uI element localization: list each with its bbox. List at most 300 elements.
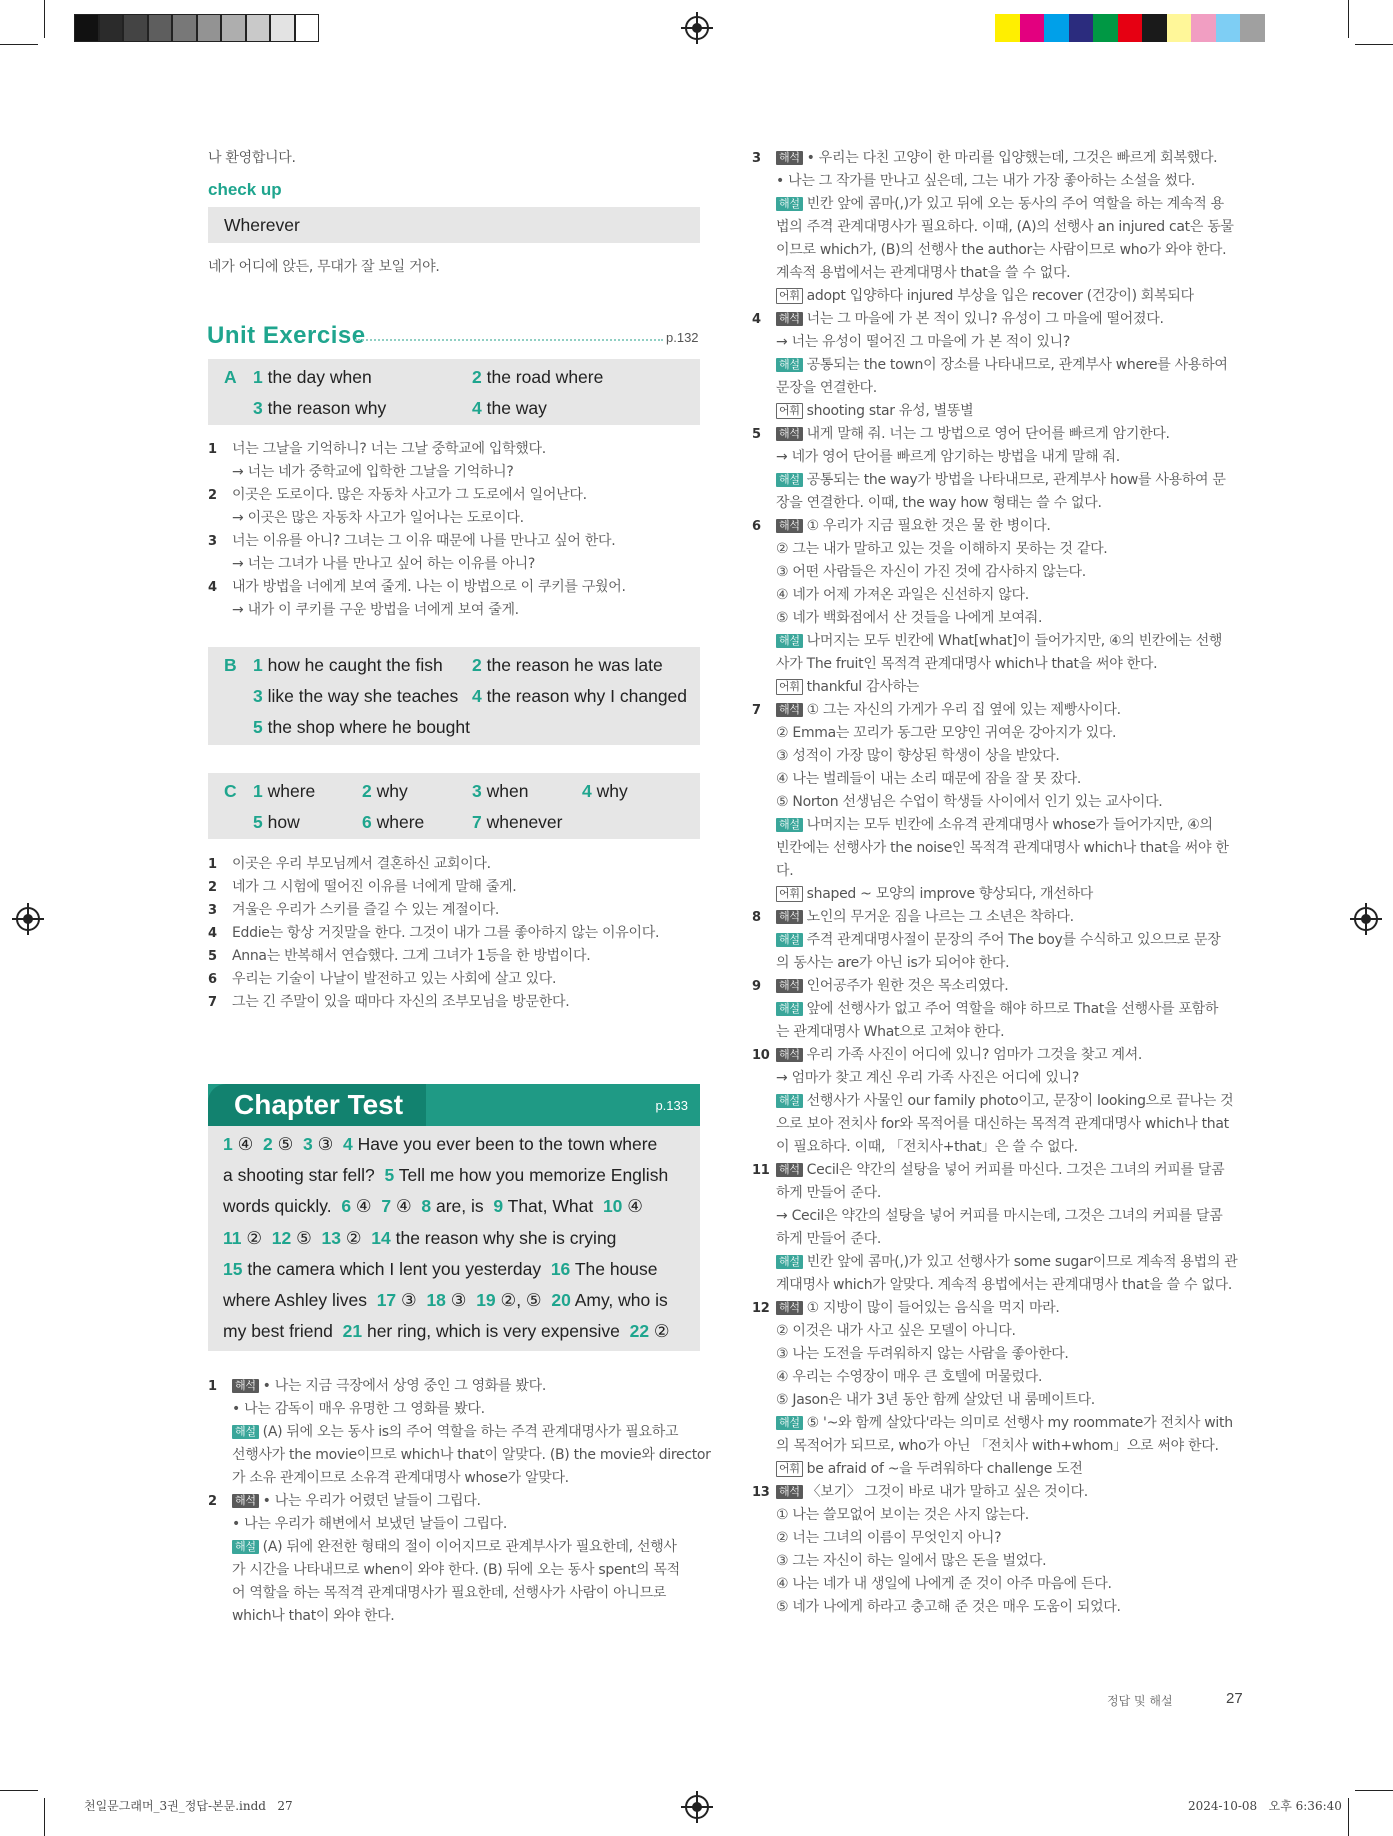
item-number: 7 <box>752 703 761 718</box>
gray-swatch <box>270 14 295 42</box>
answer-line <box>223 1134 657 1155</box>
line-text: 우리는 기술이 나날이 발전하고 있는 사회에 살고 있다. <box>232 971 557 987</box>
item-number: 2 <box>208 488 217 503</box>
label-tag: 해설 <box>776 1002 803 1016</box>
line-body <box>776 1297 1060 1320</box>
line-text: 어 역할을 하는 목적격 관계대명사가 필요한데, 선행사가 사람이 아니므로 <box>232 1585 667 1601</box>
chapter-test-answers <box>208 1126 700 1351</box>
line-body <box>232 461 514 484</box>
line-text: 나머지는 모두 빈칸에 소유격 관계대명사 whose가 들어가지만, ④의 <box>806 817 1213 833</box>
line-text: 사가 The fruit인 목적격 관계대명사 which나 that을 써야 한다. <box>776 656 1158 672</box>
registration-mark-icon <box>685 1795 709 1819</box>
label-tag: 해설 <box>776 634 803 648</box>
question-number: 16 <box>550 1258 571 1279</box>
line-body <box>232 1513 507 1536</box>
registration-mark-icon <box>685 16 709 40</box>
line-body <box>776 469 1226 492</box>
answer-text: ② <box>341 1227 372 1248</box>
line-body <box>776 354 1228 377</box>
line-body <box>776 1458 1083 1481</box>
question-number: 14 <box>371 1227 391 1248</box>
line-body <box>776 998 1218 1021</box>
line-text: → 너는 그녀가 나를 만나고 싶어 하는 이유를 아니? <box>232 556 536 572</box>
section-c-translations <box>208 853 700 1018</box>
answer-text: a shooting star fell? <box>223 1165 385 1186</box>
line-text: → 너는 유성이 떨어진 그 마을에 가 본 적이 있니? <box>776 334 1070 350</box>
line-text: 계속적 용법에서는 관계대명사 that을 쓸 수 없다. <box>776 265 1071 281</box>
item-number: 4 <box>472 398 482 418</box>
line-text: 겨울은 우리가 스키를 즐길 수 있는 계절이다. <box>232 902 500 918</box>
answer-item: the reason why <box>267 398 387 418</box>
line-text: ③ 어떤 사람들은 자신이 가진 것에 감사하지 않는다. <box>776 564 1086 580</box>
line-text: 주격 관계대명사절이 문장의 주어 The boy를 수식하고 있으므로 문장 <box>806 932 1221 948</box>
item-number: 6 <box>362 812 372 832</box>
line-text: 선행사가 the movie이므로 which나 that이 알맞다. (B) the movie와 director <box>232 1447 711 1463</box>
line-body <box>232 1421 678 1444</box>
line-text: 너는 이유를 아니? 그녀는 그 이유 때문에 나를 만나고 싶어 한다. <box>232 533 616 549</box>
line-text: → 네가 영어 단어를 빠르게 암기하는 방법을 내게 말해 줘. <box>776 449 1120 465</box>
line-body <box>232 1375 546 1398</box>
line-text: (A) 뒤에 완전한 형태의 절이 이어지므로 관계부사가 필요한데, 선행사 <box>262 1539 677 1555</box>
line-text: 앞에 선행사가 없고 주어 역할을 해야 하므로 That을 선행사를 포함하 <box>806 1001 1219 1017</box>
answer-line <box>223 1321 670 1342</box>
line-body <box>232 945 590 968</box>
gray-swatch <box>221 14 246 42</box>
line-text: ③ 그는 자신이 하는 일에서 많은 돈을 벌었다. <box>776 1553 1047 1569</box>
answer-text: ③ <box>396 1290 427 1310</box>
line-body <box>776 147 1217 170</box>
line-text: 빈칸에는 선행사가 the noise인 목적격 관계대명사 which나 that을 써야 한 <box>776 840 1229 856</box>
item-number: 5 <box>253 812 263 832</box>
line-body <box>232 530 615 553</box>
label-tag: 해설 <box>232 1540 259 1554</box>
answer-item: why <box>596 781 628 801</box>
answer-line <box>223 1196 643 1217</box>
line-text: 공통되는 the way가 방법을 나타내므로, 관계부사 how를 사용하여 문 <box>806 472 1226 488</box>
chapter-test-explanations <box>208 1375 711 1630</box>
line-text: 인어공주가 원한 것은 목소리였다. <box>806 978 1009 994</box>
chapter-test-page: p.133 <box>655 1098 688 1113</box>
crop-mark <box>1348 1798 1349 1836</box>
line-text: → Cecil은 약간의 설탕을 넣어 커피를 마시는데, 그것은 그녀의 커피를 달콤 <box>776 1208 1223 1224</box>
line-body <box>776 1343 1069 1366</box>
color-swatch <box>1191 14 1216 42</box>
intro-text: 나 환영합니다. <box>208 150 296 166</box>
line-body <box>232 576 626 599</box>
gray-swatch <box>123 14 148 42</box>
line-text: ① 그는 자신의 가게가 우리 집 옆에 있는 제빵사이다. <box>806 702 1121 718</box>
line-text: adopt 입양하다 injured 부상을 입은 recover (건강이) 회복되다 <box>806 288 1194 304</box>
answer-item: when <box>486 781 529 801</box>
item-number: 7 <box>472 812 482 832</box>
line-text: • 나는 그 작가를 만나고 싶은데, 그는 내가 가장 좋아하는 소설을 썼다. <box>776 173 1195 189</box>
gray-swatch <box>295 14 320 42</box>
line-body <box>776 768 1081 791</box>
answer-text: her ring, which is very expensive <box>362 1321 630 1342</box>
line-text: 공통되는 the town이 장소를 나타내므로, 관계부사 where를 사용하여 <box>806 357 1228 373</box>
item-number: 2 <box>208 1494 217 1509</box>
line-text: • 나는 우리가 해변에서 보냈던 날들이 그립다. <box>232 1516 508 1532</box>
answer-text: ⑤ <box>291 1227 322 1248</box>
item-number: 3 <box>208 534 217 549</box>
line-body <box>776 745 1059 768</box>
line-body <box>232 1398 485 1421</box>
label-tag: 어휘 <box>776 403 803 419</box>
question-number: 2 <box>263 1134 273 1154</box>
item-number: 7 <box>208 995 217 1010</box>
line-text: ④ 나는 벌레들이 내는 소리 때문에 잠을 잘 못 잤다. <box>776 771 1082 787</box>
line-text: • 나는 우리가 어렸던 날들이 그립다. <box>262 1493 481 1509</box>
question-number: 15 <box>223 1258 243 1279</box>
line-body <box>776 262 1070 285</box>
line-body <box>776 630 1222 653</box>
answer-item: how he caught the fish <box>267 655 443 675</box>
line-text: 장을 연결한다. 이때, the way how 형태는 쓸 수 없다. <box>776 495 1102 511</box>
gray-swatch <box>74 14 99 42</box>
section-a-translations <box>208 438 700 626</box>
line-body <box>776 722 1116 745</box>
answer-item: like the way she teaches <box>267 686 459 706</box>
line-text: 하게 만들어 준다. <box>776 1185 882 1201</box>
label-tag: 해석 <box>232 1379 259 1393</box>
color-swatch <box>1093 14 1118 42</box>
question-number: 8 <box>421 1196 432 1217</box>
line-body <box>776 193 1224 216</box>
line-body <box>776 1044 1142 1067</box>
line-text: ⑤ Jason은 내가 3년 동안 함께 살았던 내 룸메이트다. <box>776 1392 1095 1408</box>
color-swatch <box>1069 14 1094 42</box>
line-text: shaped ~ 모양의 improve 향상되다, 개선하다 <box>806 886 1094 902</box>
line-text: 이므로 which가, (B)의 선행사 the author는 사람이므로 who가 와야 한다. <box>776 242 1227 258</box>
line-text: ④ 네가 어제 가져온 과일은 신선하지 않다. <box>776 587 1029 603</box>
line-text: ⑤ '~와 함께 살았다'라는 의미로 선행사 my roommate가 전치사 with <box>806 1415 1233 1431</box>
line-body <box>776 561 1086 584</box>
footer-section-label: 정답 및 해설 <box>1107 1694 1173 1708</box>
line-body <box>232 922 659 945</box>
section-letter: B <box>224 655 237 675</box>
crop-mark <box>0 44 38 45</box>
line-text: 하게 만들어 준다. <box>776 1231 882 1247</box>
checkup-title: check up <box>208 180 282 199</box>
line-text: 으로 보아 전치사 for와 목적어를 대신하는 목적격 관계대명사 which나 that <box>776 1116 1229 1132</box>
line-body <box>776 952 1009 975</box>
line-text: 빈칸 앞에 콤마(,)가 있고 뒤에 오는 동사의 주어 역할을 하는 계속적 용 <box>806 196 1224 212</box>
line-text: 빈칸 앞에 콤마(,)가 있고 선행사가 some sugar이므로 계속적 용법의 관 <box>806 1254 1238 1270</box>
item-number: 9 <box>752 979 761 994</box>
question-number: 4 <box>343 1134 353 1154</box>
answer-line <box>223 1290 668 1311</box>
line-body <box>776 377 877 400</box>
label-tag: 어휘 <box>776 288 803 304</box>
line-body <box>776 814 1213 837</box>
registration-mark-icon <box>1354 907 1378 931</box>
label-tag: 해석 <box>776 910 803 924</box>
item-number: 3 <box>253 398 263 418</box>
answer-text: ④ <box>232 1134 264 1154</box>
answer-item: whenever <box>486 812 563 832</box>
checkup-translation: 네가 어디에 앉든, 무대가 잘 보일 거야. <box>208 259 440 275</box>
line-body <box>776 285 1194 308</box>
label-tag: 어휘 <box>776 1461 803 1477</box>
answer-text: where Ashley lives <box>223 1290 377 1310</box>
answer-item: where <box>376 812 425 832</box>
line-body <box>776 860 793 883</box>
line-text: 법의 주격 관계대명사가 필요하다. 이때, (A)의 선행사 an injured cat은 동물 <box>776 219 1234 235</box>
answer-text: ④ <box>391 1196 422 1217</box>
label-tag: 해석 <box>232 1494 259 1508</box>
line-text: → 내가 이 쿠키를 구운 방법을 너에게 보여 줄게. <box>232 602 519 618</box>
color-swatch <box>1020 14 1045 42</box>
line-body <box>776 400 973 423</box>
line-text: → 너는 네가 중학교에 입학한 그날을 기억하니? <box>232 464 514 480</box>
item-number: 11 <box>752 1163 770 1178</box>
item-number: 5 <box>752 427 761 442</box>
answer-text: ② <box>241 1227 272 1248</box>
line-body <box>776 1366 1042 1389</box>
gray-swatch <box>99 14 124 42</box>
line-body <box>776 837 1229 860</box>
label-tag: 어휘 <box>776 679 803 695</box>
answer-text: ④ <box>622 1196 643 1217</box>
item-number: 4 <box>752 312 761 327</box>
line-body <box>776 1550 1046 1573</box>
gray-swatch <box>197 14 222 42</box>
item-number: 4 <box>208 926 217 941</box>
answer-text: ③ <box>312 1134 344 1154</box>
answer-text: ③ <box>445 1290 477 1310</box>
label-tag: 해설 <box>776 1255 803 1269</box>
color-swatch <box>1118 14 1143 42</box>
line-text: 그는 긴 주말이 있을 때마다 자신의 조부모님을 방문한다. <box>232 994 570 1010</box>
line-text: 가 소유 관계이므로 소유격 관계대명사 whose가 알맞다. <box>232 1470 569 1486</box>
line-text: 이 필요하다. 이때, 「전치사+that」은 쓸 수 없다. <box>776 1139 1078 1155</box>
item-number: 2 <box>472 655 482 675</box>
item-number: 1 <box>208 1379 217 1394</box>
section-b-box <box>208 647 700 745</box>
answer-item: why <box>376 781 408 801</box>
line-text: 문장을 연결한다. <box>776 380 877 396</box>
line-text: 가 시간을 나타내므로 when이 와야 한다. (B) 뒤에 오는 동사 spent의 목적 <box>232 1562 680 1578</box>
answer-item: the road where <box>486 367 604 387</box>
line-body <box>776 1435 1219 1458</box>
question-number: 6 <box>341 1196 352 1217</box>
label-tag: 해석 <box>776 979 803 993</box>
answer-text: ⑤ <box>272 1134 304 1154</box>
line-body <box>776 1504 1029 1527</box>
line-body <box>232 1467 569 1490</box>
answer-text: Have you ever been to the town where <box>352 1134 658 1154</box>
line-body <box>232 484 587 507</box>
file-name: 천일문그래머_3권_정답-본문.indd 27 <box>84 1799 293 1813</box>
line-body <box>776 1090 1233 1113</box>
line-text: shooting star 유성, 별똥별 <box>806 403 974 419</box>
line-body <box>232 876 516 899</box>
section-c-box <box>208 773 700 839</box>
line-text: Anna는 반복해서 연습했다. 그게 그녀가 1등을 한 방법이다. <box>232 948 591 964</box>
answer-line <box>223 1165 668 1186</box>
crop-mark <box>44 1798 45 1836</box>
answer-text: are, is <box>431 1196 494 1217</box>
item-number: 1 <box>253 781 263 801</box>
line-body <box>776 538 1107 561</box>
label-tag: 해설 <box>776 818 803 832</box>
line-body <box>232 991 569 1014</box>
label-tag: 해설 <box>776 358 803 372</box>
answer-text: the camera which I lent you yesterday <box>242 1258 551 1279</box>
answer-item: the way <box>486 398 547 418</box>
line-body <box>776 1389 1095 1412</box>
line-body <box>776 308 1164 331</box>
item-number: 4 <box>208 580 217 595</box>
answer-item: the reason he was late <box>486 655 663 675</box>
line-body <box>776 1527 1001 1550</box>
label-tag: 해설 <box>776 1094 803 1108</box>
line-body <box>776 1320 1016 1343</box>
line-text: Eddie는 항상 거짓말을 한다. 그것이 내가 그를 좋아하지 않는 이유이다. <box>232 925 660 941</box>
line-body <box>776 515 1050 538</box>
answer-item: the day when <box>267 367 372 387</box>
line-body <box>776 975 1008 998</box>
label-tag: 해석 <box>776 312 803 326</box>
line-body <box>232 507 524 530</box>
item-number: 1 <box>208 442 217 457</box>
right-column-explanations <box>752 147 1244 1613</box>
line-body <box>232 599 519 622</box>
question-number: 11 <box>223 1227 242 1248</box>
checkup-answer-box <box>208 207 700 243</box>
line-body <box>776 1067 1079 1090</box>
answer-text: Tell me how you memorize English <box>394 1165 669 1186</box>
answer-line <box>223 1259 658 1280</box>
question-number: 12 <box>271 1227 292 1248</box>
answer-text: ② <box>649 1321 670 1342</box>
color-swatch <box>1142 14 1167 42</box>
line-text: • 나는 지금 극장에서 상영 중인 그 영화를 봤다. <box>262 1378 546 1394</box>
line-text: → 엄마가 찾고 계신 우리 가족 사진은 어디에 있니? <box>776 1070 1080 1086</box>
item-number: 4 <box>472 686 482 706</box>
line-body <box>776 906 1074 929</box>
label-tag: 해석 <box>776 1048 803 1062</box>
line-text: which나 that이 와야 한다. <box>232 1608 395 1624</box>
line-body <box>776 676 919 699</box>
line-text: 네가 그 시험에 떨어진 이유를 너에게 말해 줄게. <box>232 879 517 895</box>
line-text: 다. <box>776 863 794 879</box>
line-body <box>232 1605 394 1628</box>
line-text: 는 관계대명사 What으로 고쳐야 한다. <box>776 1024 1005 1040</box>
line-text: ⑤ 네가 백화점에서 산 것들을 나에게 보여줘. <box>776 610 1043 626</box>
line-body <box>776 1113 1229 1136</box>
line-body <box>232 553 535 576</box>
line-body <box>776 1182 881 1205</box>
label-tag: 해석 <box>776 1301 803 1315</box>
question-number: 13 <box>321 1227 341 1248</box>
color-swatch <box>1216 14 1241 42</box>
line-body <box>232 1536 677 1559</box>
line-body <box>232 899 499 922</box>
line-body <box>776 607 1042 630</box>
line-body <box>776 216 1234 239</box>
answer-text: ④ <box>351 1196 382 1217</box>
answer-text: Amy, who is <box>570 1290 668 1310</box>
answer-item: the reason why I changed <box>486 686 688 706</box>
line-body <box>776 492 1102 515</box>
line-body <box>776 1251 1237 1274</box>
answer-item: where <box>267 781 316 801</box>
question-number: 17 <box>376 1290 397 1310</box>
title-leader-line <box>355 339 663 341</box>
line-text: 내가 방법을 너에게 보여 줄게. 나는 이 방법으로 이 쿠키를 구웠어. <box>232 579 626 595</box>
item-number: 1 <box>208 857 217 872</box>
section-letter: A <box>224 367 237 387</box>
question-number: 22 <box>629 1321 650 1342</box>
item-number: 3 <box>472 781 482 801</box>
line-body <box>232 1582 666 1605</box>
item-number: 2 <box>472 367 482 387</box>
line-text: ② Emma는 꼬리가 동그란 모양인 귀여운 강아지가 있다. <box>776 725 1117 741</box>
chapter-test-header <box>208 1084 700 1126</box>
label-tag: 해설 <box>776 1416 803 1430</box>
label-tag: 해석 <box>776 519 803 533</box>
item-number: 13 <box>752 1485 770 1500</box>
item-number: 3 <box>752 151 761 166</box>
question-number: 5 <box>384 1165 395 1186</box>
print-timestamp: 2024-10-08 오후 6:36:40 <box>1188 1799 1342 1813</box>
line-body <box>232 853 491 876</box>
crop-mark <box>0 1790 38 1791</box>
answer-text: my best friend <box>223 1321 343 1342</box>
question-number: 19 <box>476 1290 496 1310</box>
answer-text: the reason why she is crying <box>390 1227 617 1248</box>
item-number: 2 <box>362 781 372 801</box>
chapter-test-title: Chapter Test <box>234 1089 404 1120</box>
line-text: ⑤ Norton 선생님은 수업이 학생들 사이에서 인기 있는 교사이다. <box>776 794 1163 810</box>
label-tag: 해석 <box>776 1485 803 1499</box>
line-text: → 이곳은 많은 자동차 사고가 일어나는 도로이다. <box>232 510 524 526</box>
line-text: Cecil은 약간의 설탕을 넣어 커피를 마신다. 그것은 그녀의 커피를 달콤 <box>806 1162 1225 1178</box>
registration-mark-icon <box>16 907 40 931</box>
question-number: 9 <box>493 1196 504 1217</box>
color-swatch <box>995 14 1020 42</box>
line-body <box>776 584 1029 607</box>
line-body <box>776 170 1195 193</box>
item-number: 6 <box>208 972 217 987</box>
gray-swatch <box>172 14 197 42</box>
line-text: ③ 성적이 가장 많이 향상된 학생이 상을 받았다. <box>776 748 1060 764</box>
line-body <box>776 883 1093 906</box>
question-number: 1 <box>223 1134 233 1154</box>
item-number: 1 <box>253 367 263 387</box>
answer-text: That, What <box>503 1196 603 1217</box>
line-body <box>776 1412 1233 1435</box>
line-body <box>776 1573 1112 1596</box>
question-number: 21 <box>342 1321 363 1342</box>
answer-item: how <box>267 812 300 832</box>
crop-mark <box>1348 0 1349 38</box>
line-body <box>232 968 556 991</box>
item-number: 5 <box>208 949 217 964</box>
answer-text: The house <box>570 1258 658 1279</box>
line-body <box>776 653 1157 676</box>
line-body <box>776 1481 1088 1504</box>
line-body <box>776 1274 1232 1297</box>
label-tag: 해석 <box>776 703 803 717</box>
line-text: 이곳은 도로이다. 많은 자동차 사고가 그 도로에서 일어난다. <box>232 487 587 503</box>
question-number: 18 <box>426 1290 446 1310</box>
line-text: be afraid of ~을 두려워하다 challenge 도전 <box>806 1461 1083 1477</box>
item-number: 5 <box>253 717 263 737</box>
line-text: 우리 가족 사진이 어디에 있니? 엄마가 그것을 찾고 계셔. <box>806 1047 1143 1063</box>
line-text: 의 목적어가 되므로, who가 아닌 「전치사 with+whom」으로 써야 한다. <box>776 1438 1219 1454</box>
